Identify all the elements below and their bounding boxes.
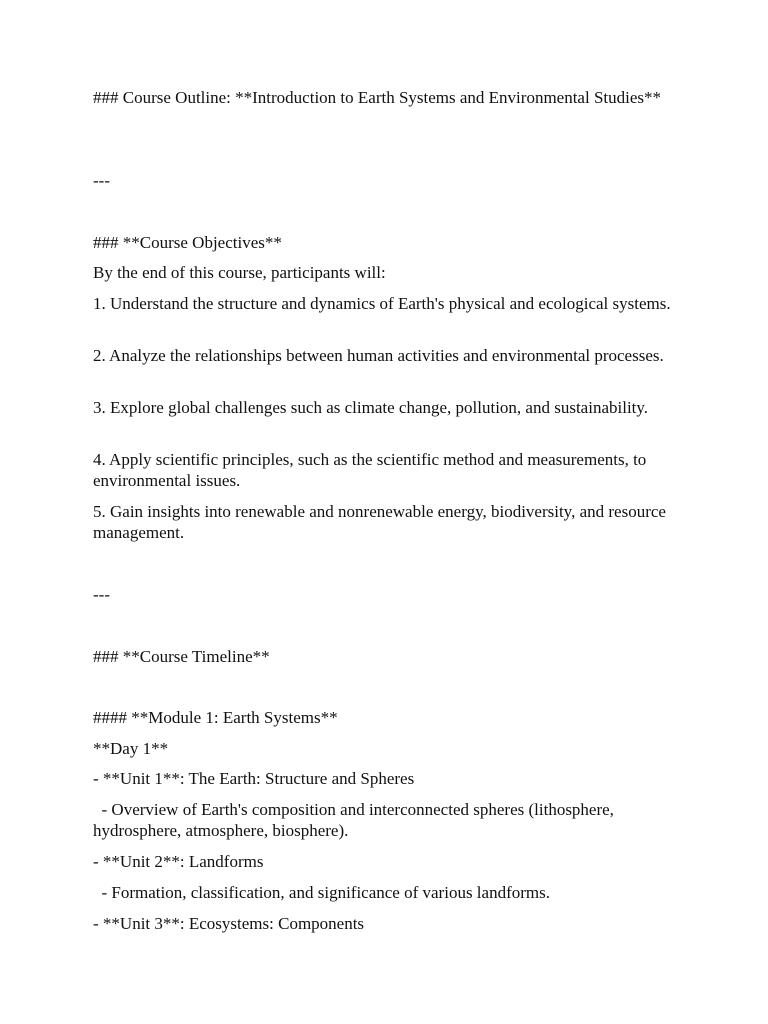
day-heading: **Day 1**: [93, 739, 169, 758]
objectives-heading: ### **Course Objectives**: [93, 233, 282, 252]
objective-item: 4. Apply scientific principles, such as the scientific method and measurements, to environmental issues.: [93, 450, 647, 490]
separator: ---: [93, 171, 110, 190]
objective-item: 1. Understand the structure and dynamics of Earth's physical and ecological systems.: [93, 294, 671, 313]
objective-item: 5. Gain insights into renewable and nonrenewable energy, biodiversity, and resource management.: [93, 502, 666, 542]
document-page: [93, 0, 673, 1024]
course-title: ### Course Outline: **Introduction to Earth Systems and Environmental Studies**: [93, 88, 662, 107]
objective-item: 2. Analyze the relationships between human activities and environmental processes.: [93, 346, 664, 365]
objective-item: 3. Explore global challenges such as climate change, pollution, and sustainability.: [93, 398, 649, 417]
objectives-intro: By the end of this course, participants will:: [93, 263, 386, 282]
unit-item: - **Unit 3**: Ecosystems: Components: [93, 914, 365, 933]
unit-detail: - Overview of Earth's composition and interconnected spheres (lithosphere, hydrosphere, atmosphere, biosphere).: [93, 800, 619, 840]
unit-item: - **Unit 2**: Landforms: [93, 852, 264, 871]
separator: ---: [93, 585, 110, 604]
timeline-heading: ### **Course Timeline**: [93, 647, 270, 666]
unit-item: - **Unit 1**: The Earth: Structure and Spheres: [93, 769, 415, 788]
unit-detail: - Formation, classification, and significance of various landforms.: [93, 883, 550, 902]
module-heading: #### **Module 1: Earth Systems**: [93, 708, 338, 727]
